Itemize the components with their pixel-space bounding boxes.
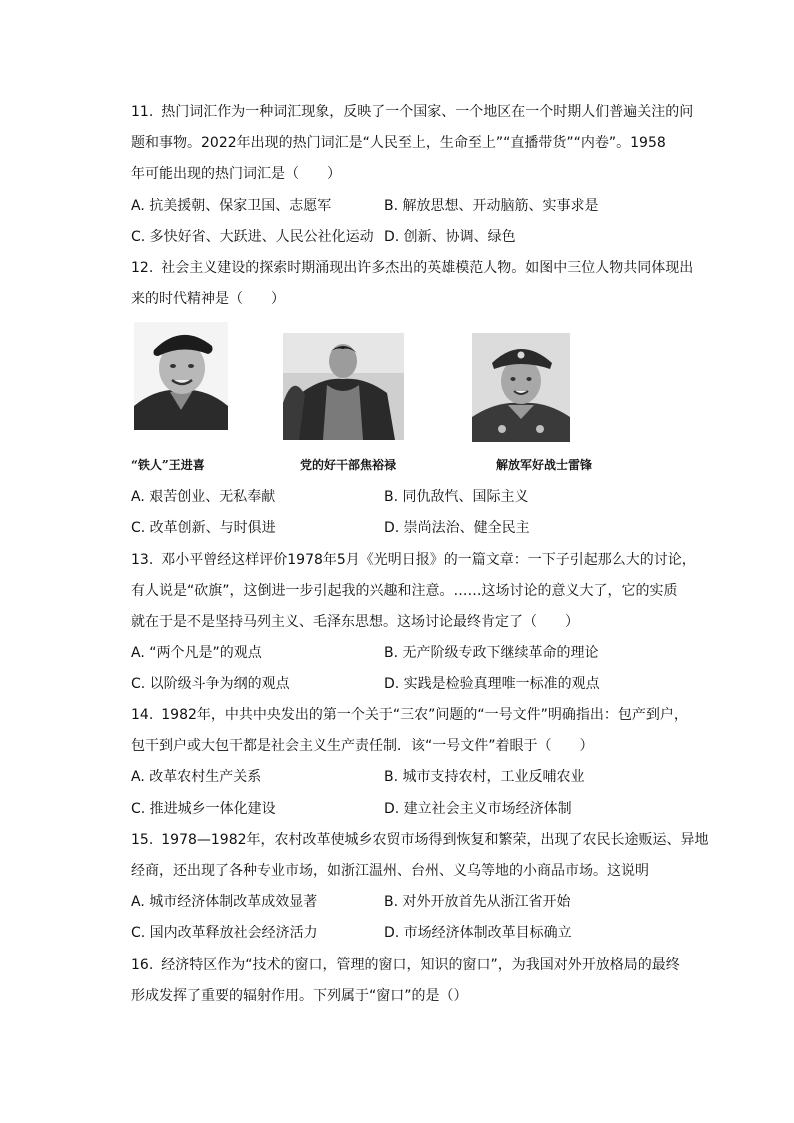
q16-number: 16. (131, 957, 154, 973)
q15-option-c: C. 国内改革释放社会经济活力 (131, 925, 318, 941)
q11-option-b: B. 解放思想、开动脑筋、实事求是 (384, 198, 599, 214)
portrait-lei-feng (472, 333, 570, 442)
q14-line-2: 包干到户或大包干都是社会主义生产责任制．该“一号文件”着眼于（ ） (131, 738, 594, 754)
q13-option-c: C. 以阶级斗争为纲的观点 (131, 676, 290, 692)
q16-line-1: 16. 经济特区作为“技术的窗口，管理的窗口，知识的窗口”，为我国对外开放格局的最终 (131, 957, 680, 973)
q15-line-1: 15. 1978—1982年，农村改革使城乡农贸市场得到恢复和繁荣，出现了农民长途贩运、异地 (131, 832, 709, 848)
q14-option-a: A. 改革农村生产关系 (131, 769, 262, 785)
q16-line-2: 形成发挥了重要的辐射作用。下列属于“窗口”的是（） (131, 988, 468, 1004)
portrait-wang-jinxi (134, 322, 228, 430)
q14-number: 14. (131, 707, 154, 723)
q13-option-a: A. “两个凡是”的观点 (131, 645, 262, 661)
q11-option-a: A. 抗美援朝、保家卫国、志愿军 (131, 198, 332, 214)
q13-option-d: D. 实践是检验真理唯一标准的观点 (384, 676, 600, 692)
q15-option-b: B. 对外开放首先从浙江省开始 (384, 894, 571, 910)
portrait-jiao-yulu (283, 333, 404, 440)
q12-line-2: 来的时代精神是（ ） (131, 291, 285, 307)
q12-option-b: B. 同仇敌忾、国际主义 (384, 489, 529, 505)
q15-number: 15. (131, 832, 154, 848)
q11-option-d: D. 创新、协调、绿色 (384, 229, 516, 245)
q12-option-a: A. 艰苦创业、无私奉献 (131, 489, 276, 505)
q15-option-a: A. 城市经济体制改革成效显著 (131, 894, 318, 910)
caption-jiao-yulu: 党的好干部焦裕禄 (300, 458, 397, 472)
q13-option-b: B. 无产阶级专政下继续革命的理论 (384, 645, 599, 661)
q14-option-c: C. 推进城乡一体化建设 (131, 801, 276, 817)
q11-line-1: 11. 热门词汇作为一种词汇现象，反映了一个国家、一个地区在一个时期人们普遍关注的问 (131, 104, 694, 120)
caption-lei-feng: 解放军好战士雷锋 (496, 458, 593, 472)
q15-line-2: 经商，还出现了各种专业市场，如浙江温州、台州、义乌等地的小商品市场。这说明 (131, 863, 649, 879)
q12-number: 12. (131, 260, 154, 276)
q11-line-2: 题和事物。2022年出现的热门词汇是“人民至上，生命至上”“直播带货”“内卷”。1958 (131, 135, 666, 151)
q13-number: 13. (131, 552, 154, 568)
q13-line-1: 13. 邓小平曾经这样评价1978年5月《光明日报》的一篇文章：一下子引起那么大的讨论， (131, 552, 696, 568)
q11-option-c: C. 多快好省、大跃进、人民公社化运动 (131, 229, 374, 245)
q14-line-1: 14. 1982年，中共中央发出的第一个关于“三农”问题的“一号文件”明确指出：包产到户， (131, 707, 688, 723)
q15-option-d: D. 市场经济体制改革目标确立 (384, 925, 572, 941)
q11-number: 11. (131, 104, 154, 120)
q11-line-3: 年可能出现的热门词汇是（ ） (131, 166, 341, 182)
q14-option-b: B. 城市支持农村，工业反哺农业 (384, 769, 585, 785)
caption-wang-jinxi: “铁人”王进喜 (131, 458, 205, 472)
portrait-lei-feng-image (472, 333, 570, 442)
portrait-jiao-yulu-image (283, 333, 404, 440)
q12-option-d: D. 崇尚法治、健全民主 (384, 520, 530, 536)
q14-option-d: D. 建立社会主义市场经济体制 (384, 801, 572, 817)
q13-line-2: 有人说是“砍旗”，这倒进一步引起我的兴趣和注意。……这场讨论的意义大了，它的实质 (131, 583, 678, 599)
q12-line-1: 12. 社会主义建设的探索时期涌现出许多杰出的英雄模范人物。如图中三位人物共同体现出 (131, 260, 694, 276)
q12-option-c: C. 改革创新、与时俱进 (131, 520, 276, 536)
portrait-wang-jinxi-image (134, 322, 228, 430)
q13-line-3: 就在于是不是坚持马列主义、毛泽东思想。这场讨论最终肯定了（ ） (131, 614, 579, 630)
